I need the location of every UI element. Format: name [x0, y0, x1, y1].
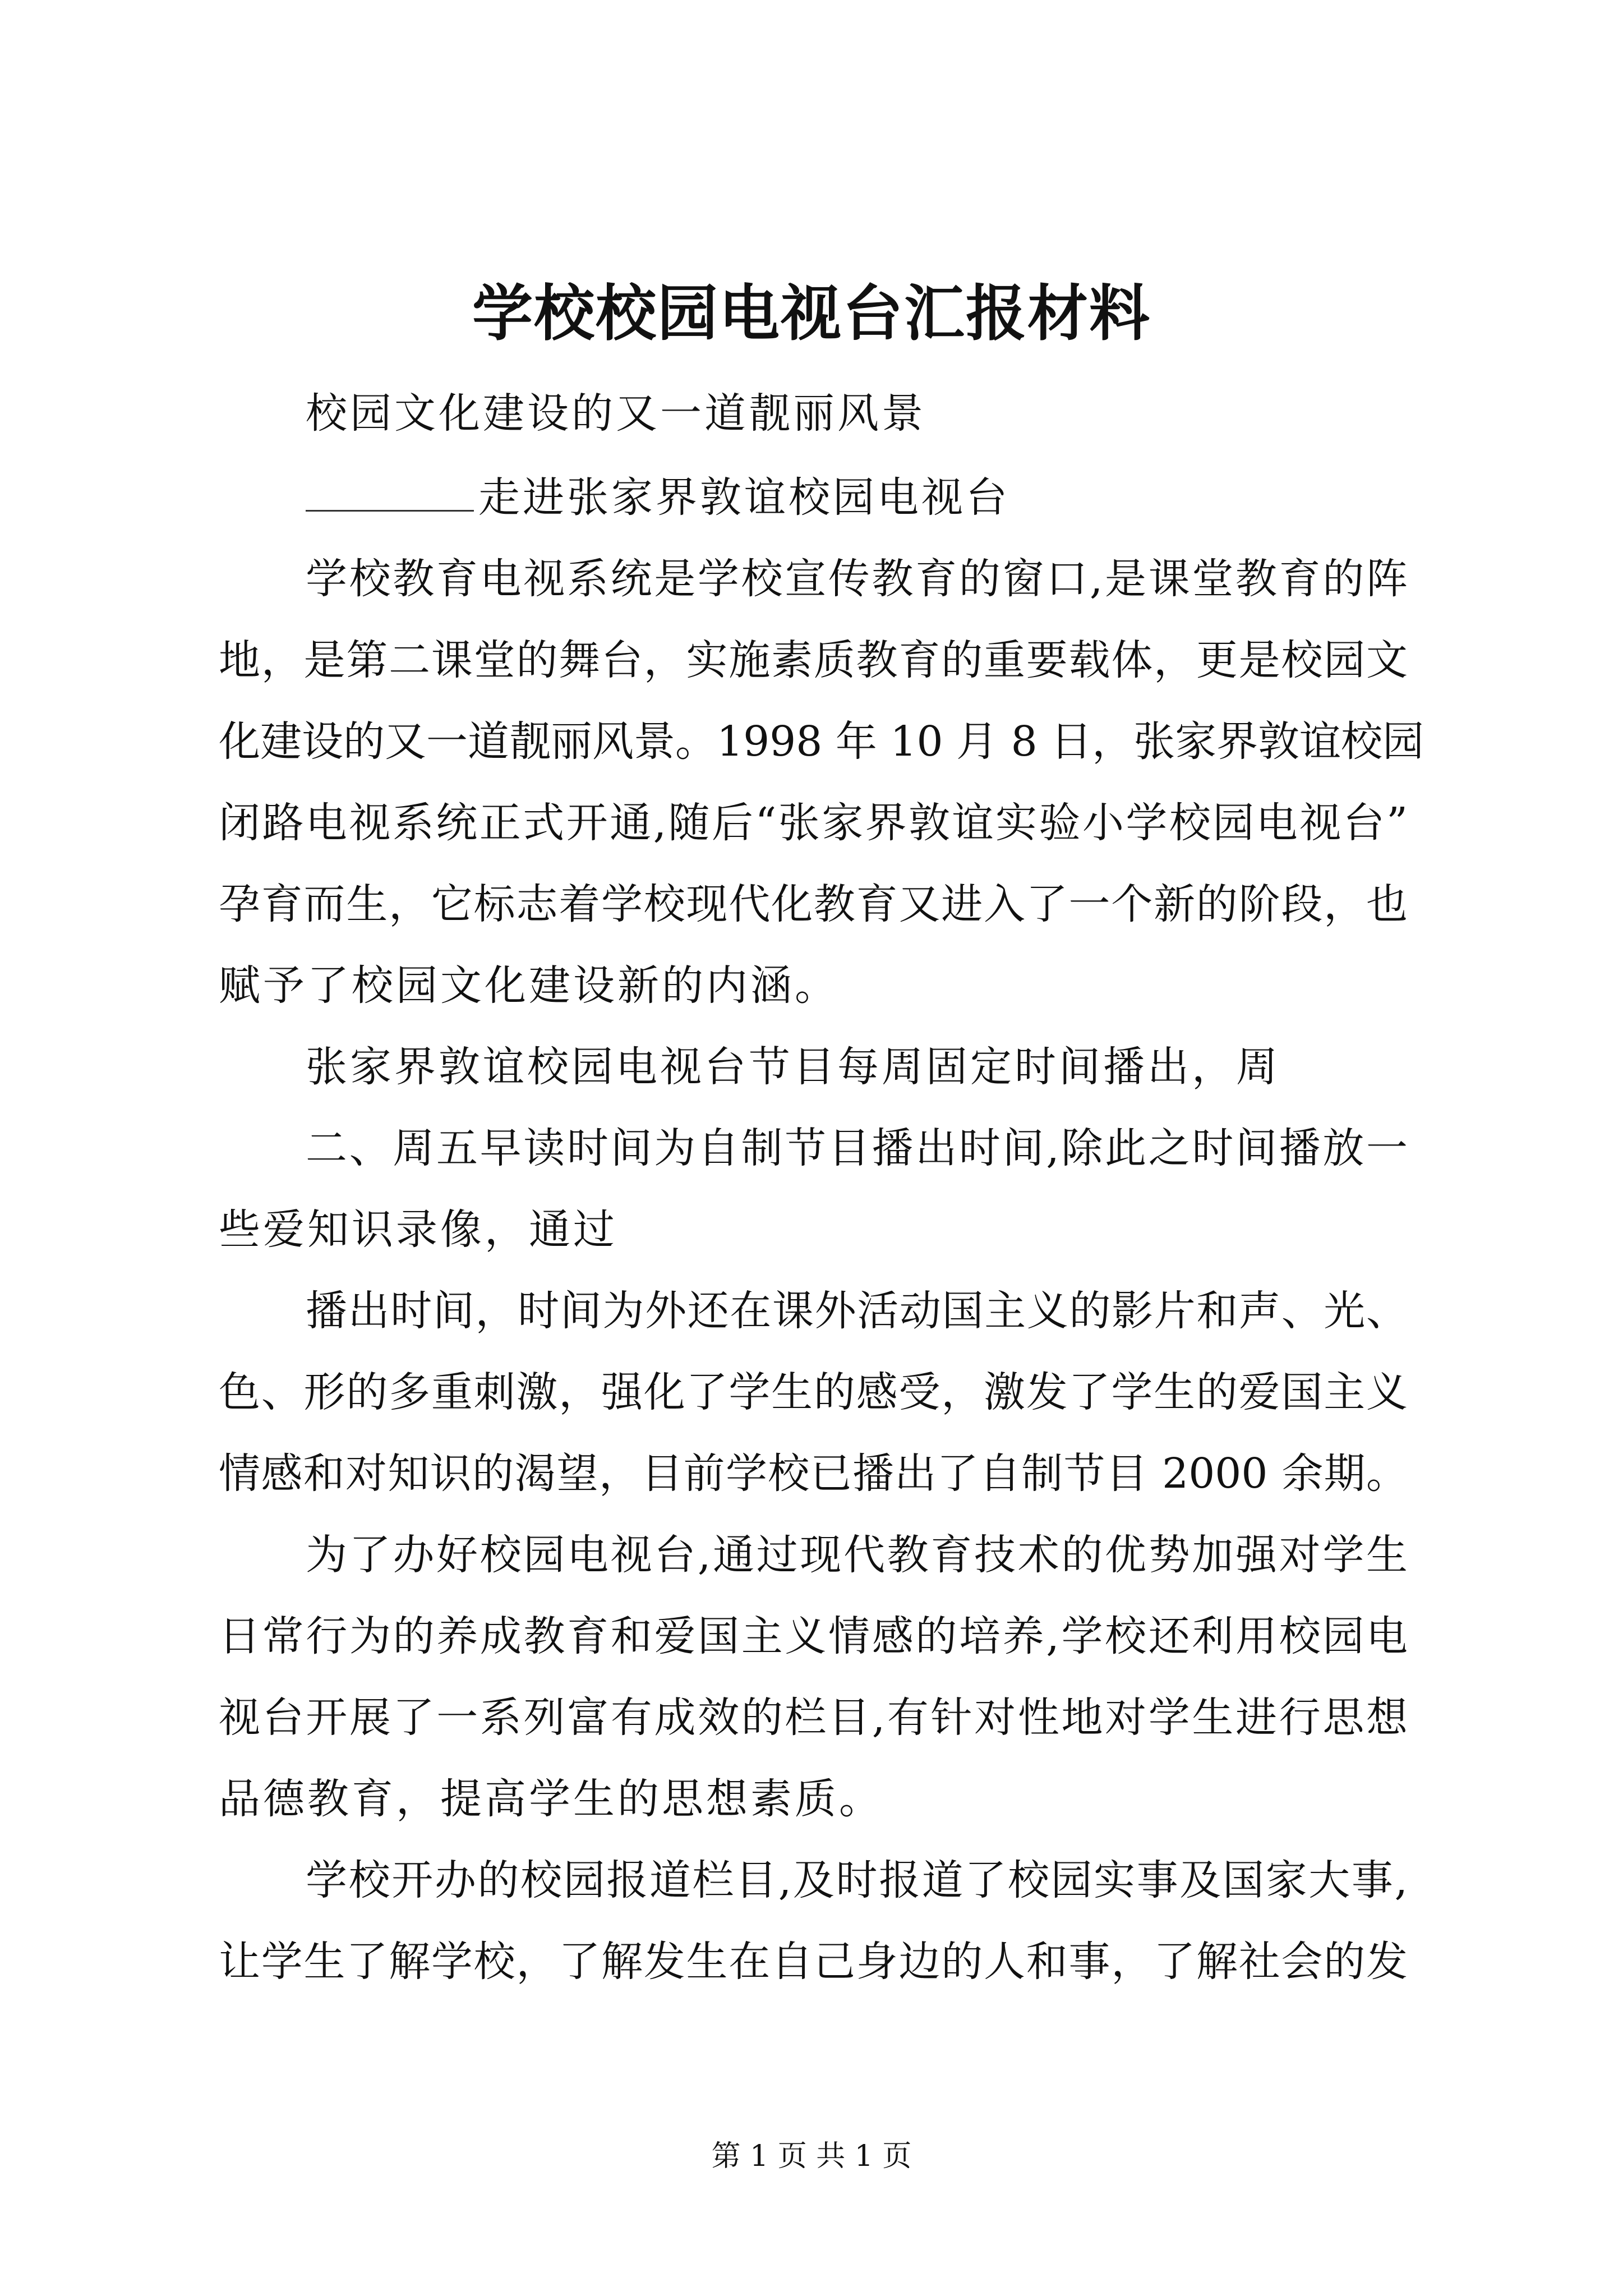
- paragraph-line: 播出时间，时间为外还在课外活动国主义的影片和声、光、: [306, 1287, 1408, 1335]
- paragraph-line: 闭路电视系统正式开通,随后“张家界敦谊实验小学校园电视台”: [219, 799, 1408, 847]
- byline-row: [306, 473, 1010, 522]
- paragraph-line: 视台开展了一系列富有成效的栏目,有针对性地对学生进行思想: [219, 1694, 1408, 1742]
- blank-underline: [306, 508, 474, 512]
- paragraph-line: 学校开办的校园报道栏目,及时报道了校园实事及国家大事,: [306, 1856, 1408, 1904]
- paragraph-line: 化建设的又一道靓丽风景。1998 年 10 月 8 日，张家界敦谊校园: [219, 717, 1424, 766]
- page-footer: 第 1 页 共 1 页: [711, 2139, 912, 2173]
- subtitle: 校园文化建设的又一道靓丽风景: [306, 389, 926, 438]
- paragraph-line: 品德教育，提高学生的思想素质。: [219, 1775, 883, 1823]
- paragraph-line: 日常行为的养成教育和爱国主义情感的培养,学校还利用校园电: [219, 1612, 1408, 1660]
- byline: 走进张家界敦谊校园电视台: [478, 473, 1010, 522]
- paragraph-line: 情感和对知识的渴望，目前学校已播出了自制节目 2000 余期。: [219, 1450, 1408, 1498]
- paragraph-line: 张家界敦谊校园电视台节目每周固定时间播出，周: [306, 1043, 1280, 1091]
- paragraph-line: 色、形的多重刺激，强化了学生的感受，激发了学生的爱国主义: [219, 1368, 1408, 1416]
- document-title: 学校校园电视台汇报材料: [472, 278, 1151, 349]
- paragraph-line: 学校教育电视系统是学校宣传教育的窗口,是课堂教育的阵: [306, 555, 1408, 603]
- paragraph-line: 为了办好校园电视台,通过现代教育技术的优势加强对学生: [306, 1531, 1408, 1579]
- paragraph-line: 些爱知识录像，通过: [219, 1205, 617, 1254]
- paragraph-line: 让学生了解学校，了解发生在自己身边的人和事，了解社会的发: [219, 1938, 1408, 1986]
- paragraph-line: 孕育而生，它标志着学校现代化教育又进入了一个新的阶段，也: [219, 880, 1408, 928]
- paragraph-line: 赋予了校园文化建设新的内涵。: [219, 961, 839, 1010]
- paragraph-line: 二、周五早读时间为自制节目播出时间,除此之时间播放一: [306, 1124, 1408, 1172]
- paragraph-line: 地，是第二课堂的舞台，实施素质教育的重要载体，更是校园文: [219, 636, 1408, 684]
